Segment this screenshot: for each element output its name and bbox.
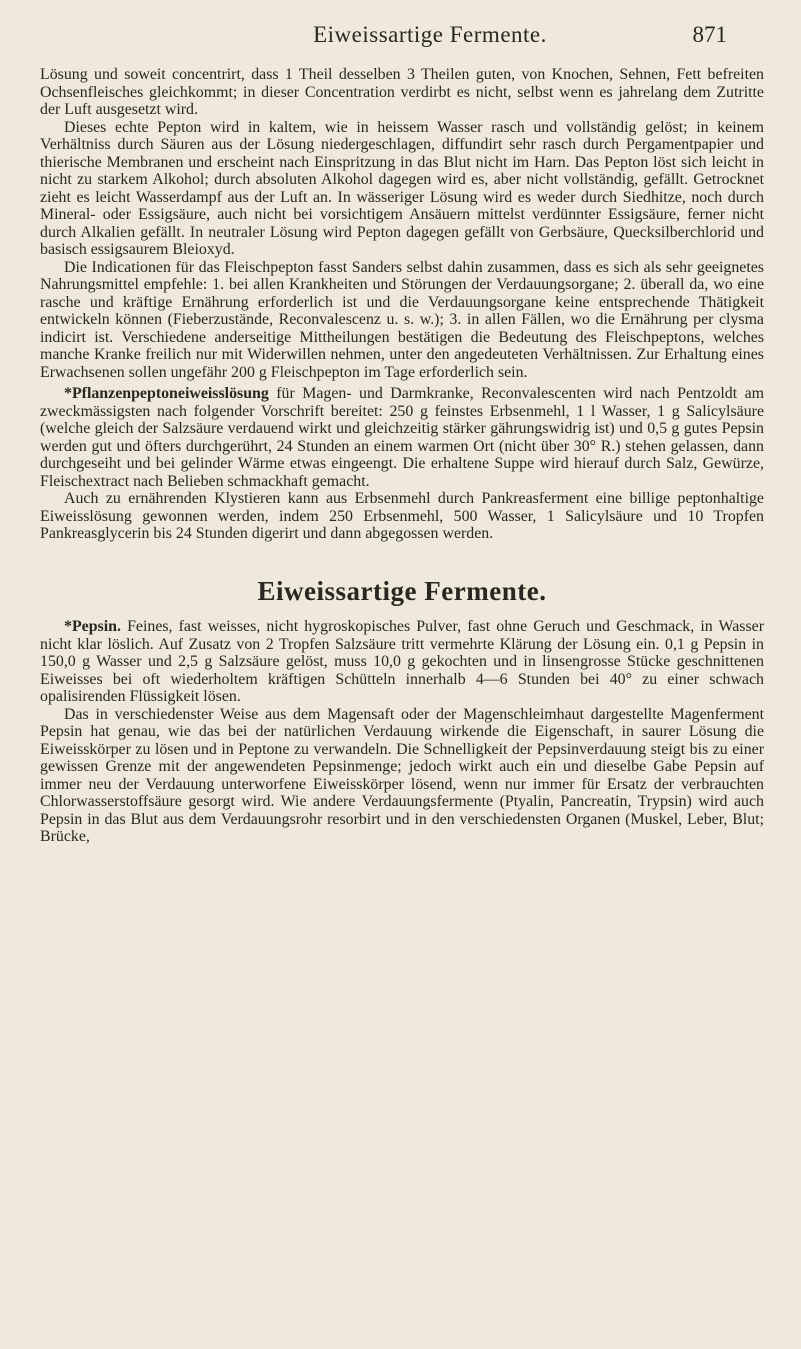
term-pepsin: *Pepsin. [64,618,121,635]
page-header [0,18,801,52]
paragraph-continuation: Lösung und soweit concentrirt, dass 1 Theil desselben 3 Theilen guten, von Knochen, Sehnen, Fett befreiten Ochsenfleisches gleichkommt; in dieser Concentration verdirbt es nicht, selbst wenn es jahrelang dem Zutritte der Luft ausgesetzt wird. [40,66,764,118]
paragraph-pepton-properties: Dieses echte Pepton wird in kaltem, wie in heissem Wasser rasch und vollständig gelöst; in keinem Verhältniss durch Säuren aus der Lösung niedergeschlagen, diffundirt sehr rasch durch Pergamentpapier und thierische Membranen und erscheint nach Einspritzung in das Blut nicht im Harn. Das Pepton löst sich leicht in nicht zu starkem Alkohol; durch absoluten Alkohol dagegen wird es, aber nicht vollständig, gefällt. Getrocknet zieht es leicht Wasserdampf aus der Luft an. In wässeriger Lösung wird es weder durch Siedhitze, noch durch Mineral- oder Essigsäure, auch nicht bei vorsichtigem Ansäuern mittelst verdünnter Essigsäure, ferner nicht durch Alkalien gefällt. In neutraler Lösung wird Pepton dagegen gefällt von Gerbsäure, Quecksilberchlorid und basisch essigsaurem Bleioxyd. [40,118,764,258]
running-title: Eiweissartige Fermente. [313,22,547,47]
paragraph-pepsin [40,618,764,706]
paragraph-pflanzenpeptoneiweiss [40,385,764,490]
pflanzen-text: für Magen- und Darmkranke, Reconvalescenten wird nach Pentzoldt am zweckmässigsten nach folgender Vorschrift bereitet: 250 g feinstes Erbsenmehl, 1 l Wasser, 1 g Salicylsäure (welche gleich der Salzsäure verdauend wirkt und gleichzeitig stärker gährungswidrig ist) und 0,5 g gutes Pepsin werden gut und öfters durchgerührt, 24 Stunden an einem warmen Ort (nicht über 30° R.) stehen gelassen, dann durchgeseiht und bei gelinder Wärme etwas eingeengt. Die erhaltene Suppe wird hierauf durch Salz, Gewürze, Fleischextract nach Belieben schmackhaft gemacht. [40,385,764,490]
page-body [40,66,764,846]
pepsin-text: Feines, fast weisses, nicht hygroskopisches Pulver, fast ohne Geruch und Geschmack, in Wasser nicht klar löslich. Auf Zusatz von 2 Tropfen Salzsäure tritt vermehrte Klärung der Lösung ein. 0,1 g Pepsin in 150,0 g Wasser und 2,5 g Salzsäure gelöst, muss 10,0 g gekochten und in linsengrosse Stücke geschnittenen Eiweisses bei oft wiederholtem kräftigen Schütteln innerhalb 4—6 Stunden bei 40° zu einer schwach opalisirenden Flüssigkeit lösen. [40,618,764,705]
term-pflanzenpeptoneiweisslosung: *Pflanzenpeptoneiweisslösung [64,385,269,402]
paragraph-indications: Die Indicationen für das Fleischpepton fasst Sanders selbst dahin zusammen, dass es sich als sehr geeignetes Nahrungsmittel empfehle: 1. bei allen Krankheiten und Störungen der Verdauungsorgane; 2. überall da, wo eine rasche und kräftige Ernährung erforderlich ist und die Verdauungsorgane keine entsprechende Thätigkeit entwickeln können (Fieberzustände, Reconvalescenz u. s. w.); 3. in allen Fällen, wo die Ernährung per clysma indicirt ist. Verschiedene anderseitige Mittheilungen bestätigen die Bedeutung des Fleischpeptons, welches manche Kranke freilich nur mit Widerwillen nehmen, unter den angedeuteten Verhältnissen. Zur Erhaltung eines Erwachsenen sollen ungefähr 200 g Fleischpepton im Tage erforderlich sein. [40,258,764,381]
paragraph-klystiere: Auch zu ernährenden Klystieren kann aus Erbsenmehl durch Pankreasferment eine billige peptonhaltige Eiweisslösung gewonnen werden, indem 250 Erbsenmehl, 500 Wasser, 1 Salicylsäure und 10 Tropfen Pankreasglycerin bis 24 Stunden digerirt und dann abgegossen werden. [40,490,764,542]
section-heading: Eiweissartige Fermente. [257,575,547,606]
paragraph-magenferment: Das in verschiedenster Weise aus dem Magensaft oder der Magenschleimhaut dargestellte Magenferment Pepsin hat genau, wie das bei der natürlichen Verdauung wirkende die Eigenschaft, in saurer Lösung die Eiweisskörper zu lösen und in Peptone zu verwandeln. Die Schnelligkeit der Pepsinverdauung steigt bis zu einer gewissen Grenze mit der angewendeten Pepsinmenge; jedoch wirkt auch ein und dieselbe Gabe Pepsin auf immer neu der Verdauung unterworfene Eiweisskörper lösend, wenn nur immer für Ersatz der verbrauchten Chlorwasserstoffsäure gesorgt wird. Wie andere Verdauungsfermente (Ptyalin, Pancreatin, Trypsin) wird auch Pepsin in das Blut aus dem Verdauungsrohr resorbirt und in den verschiedensten Organen (Muskel, Leber, Blut; Brücke, [40,705,764,845]
page-number: 871 [692,22,727,47]
